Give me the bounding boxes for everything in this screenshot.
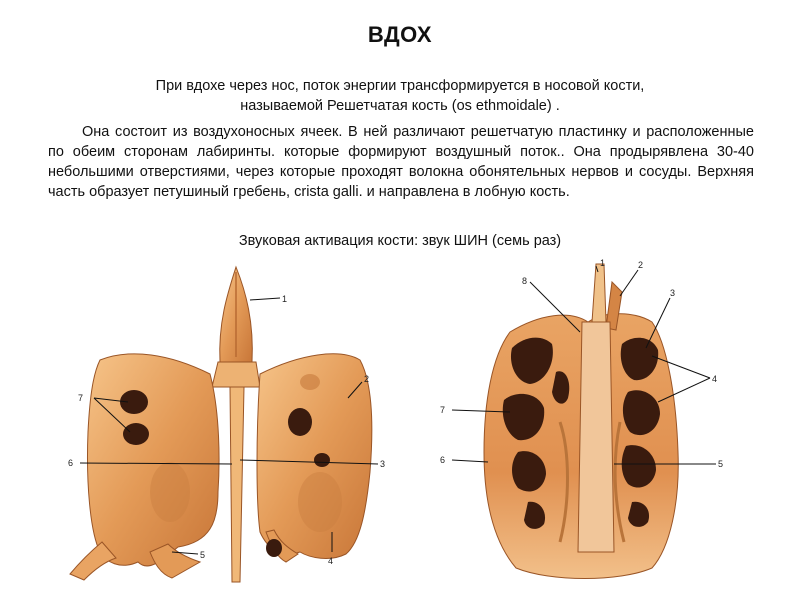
fig-left-label-2: 2 — [364, 374, 370, 384]
ethmoid-section-svg — [420, 252, 750, 592]
fig-right-label-6: 6 — [440, 455, 446, 465]
intro-line-2: называемой Решетчатая кость (os ethmoidale) . — [240, 98, 560, 114]
body-paragraph: Она состоит из воздухоносных ячеек. В ней различают решетчатую пластинку и расположенные по обеим сторонам лабиринты. которые формируют воздушный поток.. Она продырявлена 30-40 небольшими отверстиями, через которые проходят волокна обонятельных нервов и сосуды. Верхняя часть образует петушиный гребень, crista galli. и направлена в лобную кость. — [48, 124, 754, 200]
fig-right-label-3: 3 — [670, 288, 676, 298]
fig-left-label-4: 4 — [328, 556, 334, 566]
ethmoid-posterior-svg — [60, 262, 410, 592]
intro-paragraph — [60, 76, 740, 116]
fig-right-label-2: 2 — [638, 260, 644, 270]
fig-right-label-7: 7 — [440, 405, 446, 415]
ethmoid-bone-section-illustration — [420, 252, 750, 592]
fig-right-label-4: 4 — [712, 374, 718, 384]
left-labyrinth-shape — [88, 354, 220, 566]
fig-left-label-7: 7 — [78, 393, 84, 403]
perpendicular-plate-shape — [230, 387, 244, 582]
ethmoid-bone-posterior-illustration — [60, 262, 410, 592]
sound-activation-text: Звуковая активация кости: звук ШИН (семь раз) — [238, 233, 562, 249]
central-septum-shape — [578, 322, 614, 552]
fig-left-label-3: 3 — [380, 459, 386, 469]
intro-line-1: При вдохе через нос, поток энергии трансформируется в носовой кости, — [155, 78, 645, 94]
page-title: ВДОХ — [367, 22, 433, 47]
fig-right-label-1: 1 — [600, 258, 606, 268]
fig-right-label-8: 8 — [522, 276, 528, 286]
fig-left-label-5: 5 — [200, 550, 206, 560]
fig-left-label-6: 6 — [68, 458, 74, 468]
fig-right-label-5: 5 — [718, 459, 724, 469]
fig-left-label-1: 1 — [282, 294, 288, 304]
